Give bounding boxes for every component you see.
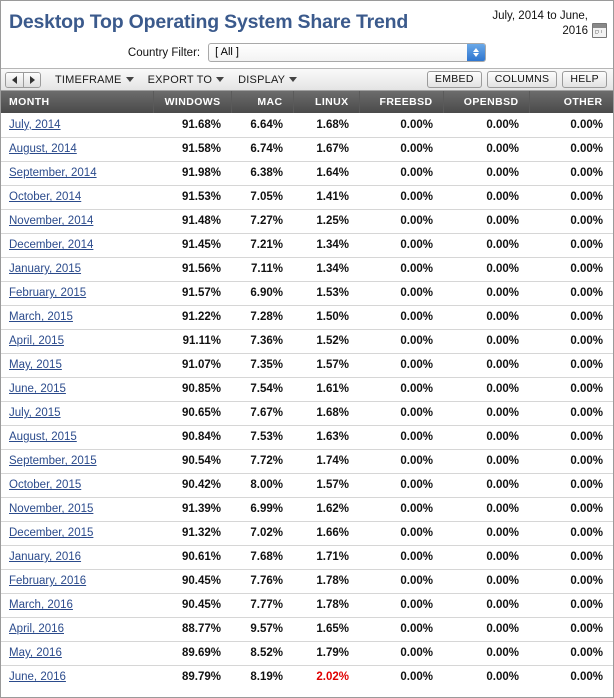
cell-openbsd: 0.00% (443, 497, 529, 521)
column-header-month[interactable]: MONTH (1, 91, 153, 113)
cell-linux: 1.61% (293, 377, 359, 401)
cell-windows: 89.79% (181, 671, 221, 684)
cell-windows: 90.85% (153, 377, 231, 401)
cell-openbsd: 0.00% (443, 305, 529, 329)
cell-freebsd: 0.00% (359, 137, 443, 161)
help-button[interactable]: HELP (562, 71, 607, 88)
cell-freebsd: 0.00% (359, 569, 443, 593)
cell-mac: 7.53% (231, 425, 293, 449)
table-row (1, 113, 613, 137)
cell-windows: 88.77% (153, 617, 231, 641)
cell-other: 0.00% (529, 473, 613, 497)
cell-linux: 1.78% (293, 569, 359, 593)
table-row (1, 353, 613, 377)
cell-windows: 91.48% (153, 209, 231, 233)
cell-other: 0.00% (529, 449, 613, 473)
cell-mac: 7.11% (231, 257, 293, 281)
triangle-right-icon (30, 76, 35, 84)
cell-windows: 91.98% (153, 161, 231, 185)
cell-freebsd: 0.00% (359, 521, 443, 545)
cell-month (1, 209, 153, 233)
cell-openbsd: 0.00% (443, 329, 529, 353)
cell-other: 0.00% (570, 671, 603, 684)
month-link[interactable]: August, 2014 (9, 143, 77, 155)
cell-other: 0.00% (529, 329, 613, 353)
cell-openbsd: 0.00% (443, 137, 529, 161)
cell-linux: 1.52% (293, 329, 359, 353)
table-row (1, 137, 613, 161)
cell-mac: 8.52% (231, 641, 293, 665)
cell-month (1, 257, 153, 281)
cell-windows: 91.22% (153, 305, 231, 329)
chevron-down-icon (216, 77, 224, 82)
month-link[interactable]: June, 2016 (9, 671, 66, 684)
month-link[interactable]: January, 2016 (9, 551, 82, 563)
cell-linux: 1.68% (293, 113, 359, 137)
cell-month (1, 161, 153, 185)
cell-linux: 1.67% (293, 137, 359, 161)
cell-other: 0.00% (529, 617, 613, 641)
toolbar-actions (427, 71, 607, 88)
cell-openbsd: 0.00% (443, 641, 529, 665)
embed-button[interactable]: EMBED (427, 71, 482, 88)
month-link[interactable]: October, 2014 (9, 191, 82, 203)
cell-windows: 91.68% (153, 113, 231, 137)
cell-other: 0.00% (529, 521, 613, 545)
table-row (1, 305, 613, 329)
cell-other: 0.00% (529, 545, 613, 569)
cell-linux: 1.34% (293, 233, 359, 257)
cell-other: 0.00% (529, 569, 613, 593)
next-button[interactable] (23, 73, 40, 87)
cell-freebsd: 0.00% (359, 305, 443, 329)
table-row (1, 569, 613, 593)
cell-other: 0.00% (529, 377, 613, 401)
table-row (1, 401, 613, 425)
cell-other: 0.00% (529, 161, 613, 185)
table-row (1, 665, 613, 689)
cell-month (1, 329, 153, 353)
cell-mac: 7.77% (231, 593, 293, 617)
cell-freebsd: 0.00% (359, 353, 443, 377)
prev-button[interactable] (6, 73, 23, 87)
menu-timeframe[interactable] (48, 69, 141, 90)
cell-openbsd: 0.00% (443, 593, 529, 617)
month-link[interactable]: March, 2016 (9, 599, 73, 611)
table-row (1, 377, 613, 401)
month-link[interactable]: June, 2015 (9, 383, 66, 395)
cell-windows: 91.07% (153, 353, 231, 377)
cell-month (1, 497, 153, 521)
os-share-table (1, 91, 614, 689)
cell-freebsd: 0.00% (359, 281, 443, 305)
cell-windows: 89.69% (153, 641, 231, 665)
column-header-linux[interactable]: LINUX (293, 91, 359, 113)
cell-windows: 90.61% (153, 545, 231, 569)
country-filter-bar (1, 39, 613, 68)
table-toolbar (1, 68, 613, 91)
cell-mac: 9.57% (231, 617, 293, 641)
cell-windows: 91.57% (153, 281, 231, 305)
cell-linux: 1.79% (293, 641, 359, 665)
cell-openbsd: 0.00% (443, 473, 529, 497)
column-header-freebsd[interactable]: FREEBSD (359, 91, 443, 113)
table-header (1, 91, 613, 113)
cell-month (1, 185, 153, 209)
cell-month (1, 665, 153, 689)
cell-month (1, 545, 153, 569)
cell-mac: 6.90% (231, 281, 293, 305)
cell-freebsd: 0.00% (359, 209, 443, 233)
month-link[interactable]: December, 2015 (9, 527, 94, 539)
cell-windows: 91.45% (153, 233, 231, 257)
table-row (1, 449, 613, 473)
month-link[interactable]: February, 2015 (9, 287, 87, 299)
cell-mac: 8.00% (231, 473, 293, 497)
cell-linux: 1.41% (293, 185, 359, 209)
cell-other: 0.00% (529, 137, 613, 161)
table-row (1, 497, 613, 521)
menu-display-label: DISPLAY (238, 73, 286, 86)
chevron-down-icon (126, 77, 134, 82)
cell-other: 0.00% (529, 425, 613, 449)
cell-openbsd: 0.00% (443, 257, 529, 281)
cell-openbsd: 0.00% (443, 617, 529, 641)
cell-month (1, 281, 153, 305)
cell-other: 0.00% (529, 281, 613, 305)
month-link[interactable]: July, 2014 (9, 118, 61, 131)
table-row (1, 473, 613, 497)
table-row (1, 233, 613, 257)
cell-openbsd: 0.00% (486, 671, 519, 684)
cell-month (1, 305, 153, 329)
table-row (1, 521, 613, 545)
cell-linux: 1.57% (293, 353, 359, 377)
country-filter-value[interactable]: [ All ] (208, 43, 486, 62)
cell-linux: 1.74% (293, 449, 359, 473)
cell-month (1, 617, 153, 641)
month-link[interactable]: December, 2014 (9, 239, 94, 251)
cell-month (1, 449, 153, 473)
table-row (1, 161, 613, 185)
cell-linux: 1.71% (293, 545, 359, 569)
cell-other: 0.00% (529, 353, 613, 377)
table-row (1, 209, 613, 233)
cell-windows: 90.42% (153, 473, 231, 497)
cell-mac: 7.67% (231, 401, 293, 425)
cell-month (1, 353, 153, 377)
month-link[interactable]: May, 2015 (9, 359, 62, 371)
menu-export-to[interactable] (141, 69, 232, 90)
column-header-other[interactable]: OTHER (529, 91, 613, 113)
cell-mac: 7.21% (231, 233, 293, 257)
cell-month (1, 473, 153, 497)
cell-linux: 1.62% (293, 497, 359, 521)
month-link[interactable]: November, 2015 (9, 503, 94, 515)
cell-mac: 7.02% (231, 521, 293, 545)
cell-mac: 7.27% (231, 209, 293, 233)
table-row (1, 617, 613, 641)
table-header-row (1, 91, 613, 113)
cell-linux: 1.63% (293, 425, 359, 449)
cell-windows: 91.39% (153, 497, 231, 521)
triangle-left-icon (12, 76, 17, 84)
cell-freebsd: 0.00% (359, 377, 443, 401)
cell-windows: 90.45% (153, 593, 231, 617)
widget-header (1, 1, 613, 39)
cell-other: 0.00% (529, 401, 613, 425)
date-range-label: July, 2014 to June, 2016 (492, 10, 588, 37)
cell-month (1, 113, 153, 137)
cell-linux: 1.57% (293, 473, 359, 497)
cell-linux: 1.53% (293, 281, 359, 305)
column-header-openbsd[interactable]: OPENBSD (443, 91, 529, 113)
cell-openbsd: 0.00% (443, 521, 529, 545)
cell-freebsd: 0.00% (359, 257, 443, 281)
cell-freebsd: 0.00% (359, 641, 443, 665)
cell-openbsd: 0.00% (443, 545, 529, 569)
cell-other: 0.00% (529, 257, 613, 281)
cell-freebsd: 0.00% (359, 545, 443, 569)
cell-freebsd: 0.00% (359, 449, 443, 473)
cell-linux: 1.65% (293, 617, 359, 641)
cell-linux: 1.50% (293, 305, 359, 329)
cell-windows: 91.11% (153, 329, 231, 353)
cell-openbsd: 0.00% (443, 209, 529, 233)
cell-freebsd: 0.00% (359, 425, 443, 449)
cell-windows: 91.53% (153, 185, 231, 209)
chevron-updown-icon[interactable] (467, 44, 485, 61)
cell-linux: 1.34% (293, 257, 359, 281)
cell-windows: 90.65% (153, 401, 231, 425)
cell-mac: 7.54% (231, 377, 293, 401)
month-link[interactable]: March, 2015 (9, 311, 73, 323)
cell-linux: 1.25% (293, 209, 359, 233)
cell-mac: 7.05% (231, 185, 293, 209)
cell-mac: 6.99% (231, 497, 293, 521)
columns-button[interactable]: COLUMNS (487, 71, 558, 88)
cell-openbsd: 0.00% (443, 233, 529, 257)
cell-linux: 2.02% (316, 671, 349, 684)
cell-other: 0.00% (529, 233, 613, 257)
cell-windows: 90.84% (153, 425, 231, 449)
cell-openbsd: 0.00% (443, 401, 529, 425)
cell-mac: 7.76% (231, 569, 293, 593)
cell-mac: 7.28% (231, 305, 293, 329)
cell-linux: 1.66% (293, 521, 359, 545)
cell-openbsd: 0.00% (443, 113, 529, 137)
month-link[interactable]: October, 2015 (9, 479, 82, 491)
month-link[interactable]: November, 2014 (9, 215, 94, 227)
cell-windows: 91.32% (153, 521, 231, 545)
cell-windows: 90.54% (153, 449, 231, 473)
table-row (1, 281, 613, 305)
cell-month (1, 569, 153, 593)
cell-freebsd: 0.00% (359, 473, 443, 497)
page-title: Desktop Top Operating System Share Trend (9, 11, 409, 33)
cell-freebsd: 0.00% (359, 329, 443, 353)
cell-month (1, 593, 153, 617)
column-header-mac[interactable]: MAC (231, 91, 293, 113)
cell-mac: 6.64% (231, 113, 293, 137)
column-header-windows[interactable]: WINDOWS (153, 91, 231, 113)
table-body (1, 113, 613, 689)
cell-freebsd: 0.00% (359, 161, 443, 185)
chevron-down-icon (289, 77, 297, 82)
cell-month (1, 425, 153, 449)
cell-windows: 91.58% (153, 137, 231, 161)
table-row (1, 545, 613, 569)
month-link[interactable]: July, 2015 (9, 407, 61, 419)
cell-linux: 1.78% (293, 593, 359, 617)
cell-freebsd: 0.00% (359, 113, 443, 137)
cell-freebsd: 0.00% (359, 593, 443, 617)
menu-export-to-label: EXPORT TO (147, 73, 213, 86)
cell-freebsd: 0.00% (359, 401, 443, 425)
country-filter-label: Country Filter: (127, 46, 201, 59)
cell-other: 0.00% (529, 593, 613, 617)
month-link[interactable]: May, 2016 (9, 647, 62, 659)
cell-openbsd: 0.00% (443, 449, 529, 473)
cell-mac: 6.74% (231, 137, 293, 161)
cell-mac: 7.68% (231, 545, 293, 569)
cell-other: 0.00% (529, 185, 613, 209)
cell-openbsd: 0.00% (443, 281, 529, 305)
table-row (1, 425, 613, 449)
month-link[interactable]: August, 2015 (9, 431, 77, 443)
cell-windows: 90.45% (153, 569, 231, 593)
cell-openbsd: 0.00% (443, 185, 529, 209)
nav-buttons-group (5, 72, 41, 88)
cell-mac: 7.72% (231, 449, 293, 473)
cell-mac: 7.36% (231, 329, 293, 353)
cell-openbsd: 0.00% (443, 161, 529, 185)
menu-timeframe-label: TIMEFRAME (55, 73, 122, 86)
cell-openbsd: 0.00% (443, 377, 529, 401)
cell-other: 0.00% (529, 497, 613, 521)
menu-display[interactable] (231, 69, 304, 90)
cell-month (1, 233, 153, 257)
cell-other: 0.00% (529, 641, 613, 665)
cell-month (1, 377, 153, 401)
date-range-group (480, 5, 607, 39)
country-filter-select[interactable] (208, 43, 486, 62)
cell-month (1, 137, 153, 161)
calendar-icon[interactable] (592, 23, 607, 38)
cell-openbsd: 0.00% (443, 569, 529, 593)
cell-month (1, 401, 153, 425)
table-row (1, 329, 613, 353)
cell-freebsd: 0.00% (359, 185, 443, 209)
cell-openbsd: 0.00% (443, 425, 529, 449)
month-link[interactable]: September, 2015 (9, 455, 97, 467)
cell-windows: 91.56% (153, 257, 231, 281)
cell-freebsd: 0.00% (359, 617, 443, 641)
cell-freebsd: 0.00% (400, 671, 433, 684)
cell-freebsd: 0.00% (359, 233, 443, 257)
cell-month (1, 521, 153, 545)
cell-linux: 1.64% (293, 161, 359, 185)
cell-other: 0.00% (529, 209, 613, 233)
table-row (1, 257, 613, 281)
cell-other: 0.00% (529, 305, 613, 329)
cell-freebsd: 0.00% (359, 497, 443, 521)
month-link[interactable]: April, 2015 (9, 335, 64, 347)
month-link[interactable]: September, 2014 (9, 167, 97, 179)
cell-mac: 8.19% (250, 671, 283, 684)
month-link[interactable]: January, 2015 (9, 263, 82, 275)
table-row (1, 185, 613, 209)
cell-other: 0.00% (529, 113, 613, 137)
table-row (1, 641, 613, 665)
cell-mac: 6.38% (231, 161, 293, 185)
cell-linux: 1.68% (293, 401, 359, 425)
cell-month (1, 641, 153, 665)
month-link[interactable]: April, 2016 (9, 623, 64, 635)
table-row (1, 593, 613, 617)
cell-mac: 7.35% (231, 353, 293, 377)
month-link[interactable]: February, 2016 (9, 575, 87, 587)
cell-openbsd: 0.00% (443, 353, 529, 377)
